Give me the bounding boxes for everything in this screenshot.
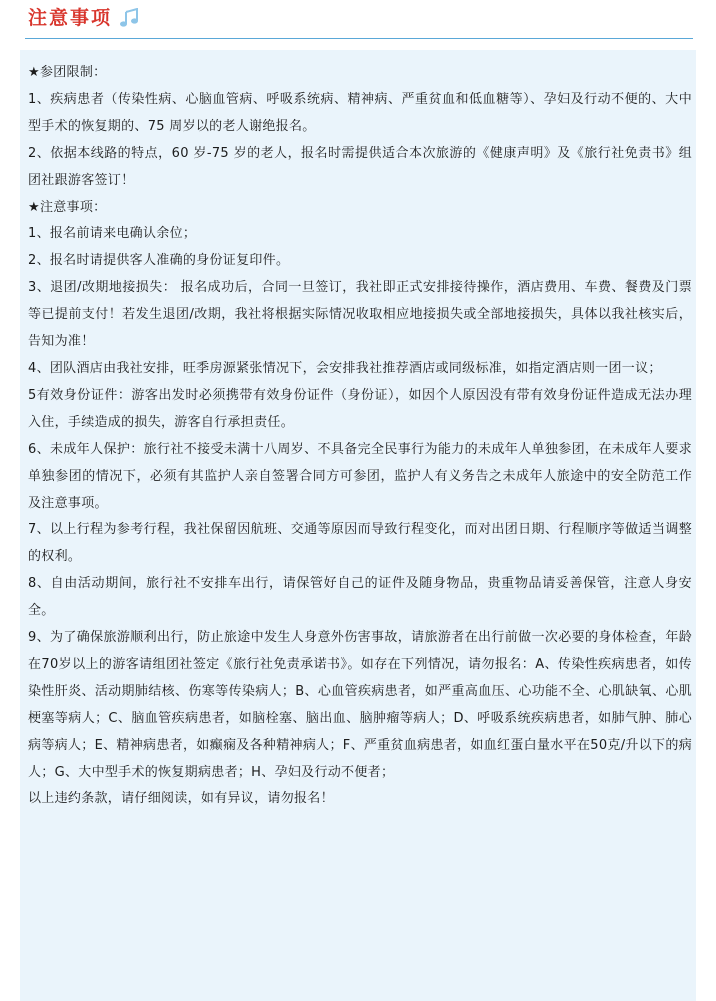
- section-heading: ★注意事项：: [28, 199, 107, 215]
- list-item: 5有效身份证件：游客出发时必须携带有效身份证件（身份证），如因个人原因没有带有效身份证件造成无法办理入住，手续造成的损失，游客自行承担责任。: [28, 387, 692, 430]
- music-note-icon: [118, 8, 140, 28]
- list-item: 4、团队酒店由我社安排，旺季房源紧张情况下，会安排我社推荐酒店或同级标准，如指定酒店则一团一议；: [28, 360, 662, 376]
- list-item: 2、报名时请提供客人准确的身份证复印件。: [28, 253, 290, 269]
- section-heading: ★参团限制：: [28, 65, 107, 80]
- closing-note: 以上违约条款，请仔细阅读，如有异议，请勿报名！: [28, 791, 334, 807]
- notice-content: [28, 60, 692, 813]
- section-title: 注意事项: [28, 7, 113, 29]
- header-divider: [25, 38, 693, 39]
- list-item: 8、自由活动期间，旅行社不安排车出行，请保管好自己的证件及随身物品，贵重物品请妥善保管，注意人身安全。: [28, 576, 692, 619]
- list-item: 9、为了确保旅游顺利出行，防止旅途中发生人身意外伤害事故，请旅游者在出行前做一次必要的身体检查，年龄在70岁以上的游客请组团社签定《旅行社免责承诺书》。如存在下列情况，请勿报名：A、传染性疾病患者，如传染性肝炎、活动期肺结核、伤寒等传染病人；B、心血管疾病患者，如严重高血压、心功能不全、心肌缺氧、心肌梗塞等病人；C、脑血管疾病患者，如脑栓塞、脑出血、脑肿瘤等病人；D、呼吸系统疾病患者，如肺气肿、肺心病等病人；E、精神病患者，如癫痫及各种精神病人；F、严重贫血病患者，如血红蛋白量水平在50克/升以下的病人；G、大中型手术的恢复期病患者；H、孕妇及行动不便者；: [28, 630, 692, 780]
- section-header: [0, 0, 716, 42]
- list-item: 6、未成年人保护：旅行社不接受未满十八周岁、不具备完全民事行为能力的未成年人单独参团，在未成年人要求单独参团的情况下，必须有其监护人亲自签署合同方可参团，监护人有义务告之未成年人旅途中的安全防范工作及注意事项。: [28, 441, 692, 511]
- list-item: 3、退团/改期地接损失： 报名成功后，合同一旦签订，我社即正式安排接待操作，酒店费用、车费、餐费及门票等已提前支付！若发生退团/改期，我社将根据实际情况收取相应地接损失或全部地接损失，具体以我社核实后，告知为准！: [28, 280, 692, 350]
- list-item: 2、依据本线路的特点，60 岁-75 岁的老人，报名时需提供适合本次旅游的《健康声明》及《旅行社免责书》组团社跟游客签订！: [28, 145, 692, 188]
- list-item: 7、以上行程为参考行程，我社保留因航班、交通等原因而导致行程变化，而对出团日期、行程顺序等做适当调整的权利。: [28, 522, 692, 565]
- list-item: 1、报名前请来电确认余位；: [28, 226, 197, 242]
- list-item: 1、疾病患者（传染性病、心脑血管病、呼吸系统病、精神病、严重贫血和低血糖等）、孕妇及行动不便的、大中型手术的恢复期的、75 周岁以的老人谢绝报名。: [28, 91, 692, 134]
